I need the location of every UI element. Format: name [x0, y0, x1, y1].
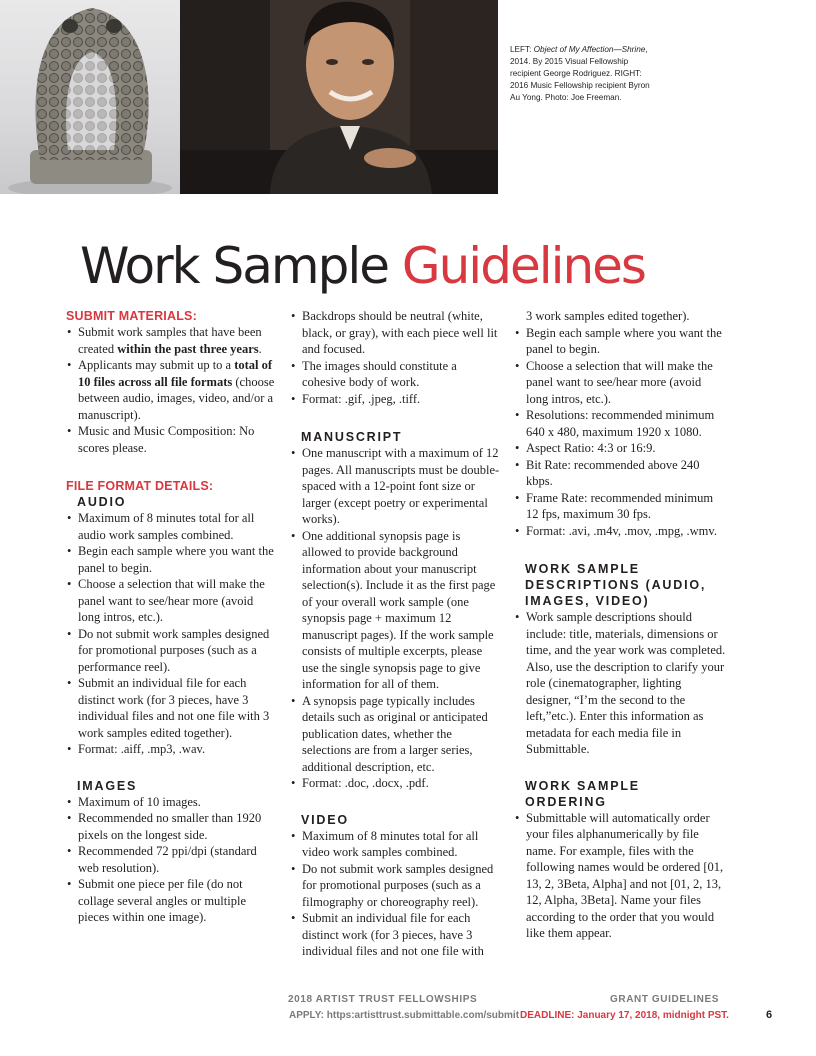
list-item: • Recommended no smaller than 1920 pixels on the longest side.	[66, 810, 276, 843]
item-text: Applicants may submit up to a	[78, 358, 235, 372]
item-emphasis: within the past three years	[117, 341, 259, 356]
list-item: • Choose a selection that will make the panel want to see/hear more (avoid long intros, etc.).	[66, 576, 276, 626]
ordering-list	[514, 810, 726, 942]
list-item: • Submit an individual file for each distinct work (for 3 pieces, have 3 individual files and not one file with 3 work samples edited together).	[66, 675, 276, 741]
list-item-continued: 3 work samples edited together).	[526, 309, 690, 323]
images-list-part-1	[66, 794, 276, 926]
list-item	[66, 324, 276, 357]
list-item	[66, 357, 276, 423]
submit-materials-heading: SUBMIT MATERIALS:	[66, 309, 197, 323]
title-part-1: Work Sample	[80, 237, 402, 295]
title-part-2: Guidelines	[401, 237, 645, 295]
list-item: • Do not submit work samples designed for promotional purposes (such as a performance reel).	[66, 626, 276, 676]
column-3	[514, 308, 726, 942]
list-item: • Format: .aiff, .mp3, .wav.	[66, 741, 276, 758]
list-item: • The images should constitute a cohesive body of work.	[290, 358, 500, 391]
list-item: • Backdrops should be neutral (white, black, or gray), with each piece well lit and focused.	[290, 308, 500, 358]
list-item: • One manuscript with a maximum of 12 pages. All manuscripts must be double-spaced with a 12-point font size or larger (except poetry or experimental works).	[290, 445, 500, 528]
audio-heading: AUDIO	[77, 495, 127, 509]
caption-artwork-title: Object of My Affection—Shrine	[533, 45, 646, 54]
images-heading: IMAGES	[77, 778, 138, 793]
list-item: • Bit Rate: recommended above 240 kbps.	[514, 457, 726, 490]
column-2	[290, 308, 500, 960]
apply-link[interactable]: APPLY: https:artisttrust.submittable.com/submit	[289, 1010, 520, 1021]
column-1	[66, 308, 276, 926]
descriptions-list	[514, 609, 726, 758]
sculpture-image	[0, 0, 180, 194]
item-emphasis: total of 10 files across all file formats	[78, 358, 273, 389]
list-item: • Frame Rate: recommended minimum 12 fps, maximum 30 fps.	[514, 490, 726, 523]
list-item: • One additional synopsis page is allowed to provide background information about your manuscript selection(s). Include it as the first page of your overall work sample (one synopsis page + maximum 12 manuscript pages). If the work sample consists of multiple excerpts, please use the single synopsis page to give information for all of them.	[290, 528, 500, 693]
list-item: • Format: .gif, .jpeg, .tiff.	[290, 391, 500, 408]
list-item: • Resolutions: recommended minimum 640 x 480, maximum 1920 x 1080.	[514, 407, 726, 440]
images-list-part-2	[290, 308, 500, 407]
manuscript-heading: MANUSCRIPT	[301, 430, 403, 444]
list-item: • Begin each sample where you want the panel to begin.	[66, 543, 276, 576]
descriptions-heading: WORK SAMPLE DESCRIPTIONS (AUDIO, IMAGES, VIDEO)	[525, 562, 707, 608]
item-text: Submit work samples that have been created	[78, 325, 262, 356]
video-heading: VIDEO	[301, 812, 349, 827]
list-item: • Aspect Ratio: 4:3 or 16:9.	[514, 440, 726, 457]
item-text: (choose between audio, images, video, and/or a manuscript).	[78, 374, 275, 422]
page-number: 6	[766, 1009, 773, 1021]
photo-caption	[510, 44, 660, 104]
ordering-heading: WORK SAMPLE ORDERING	[525, 778, 640, 809]
file-format-heading: FILE FORMAT DETAILS:	[66, 479, 214, 493]
audio-list	[66, 510, 276, 758]
list-item: • A synopsis page typically includes details such as original or anticipated publication dates, whether the selections are from a larger series, additional description, etc.	[290, 693, 500, 776]
item-text: .	[258, 341, 262, 356]
list-item: • Submit an individual file for each distinct work (for 3 pieces, have 3 individual files and not one file with	[290, 910, 500, 960]
list-item: • Format: .avi, .m4v, .mov, .mpg, .wmv.	[514, 523, 726, 540]
list-item: • Submittable will automatically order your files alphanumerically by file name. For example, files with the following names would be ordered [01, 13, 2, 3Beta, Alpha] and not [01, 2, 13, 12, Alpha, 3Beta]. Name your files according to the order that you would like them appear.	[514, 810, 726, 942]
caption-prefix: LEFT:	[510, 45, 534, 54]
list-item: • Submit one piece per file (do not collage several angles or multiple pieces within one image).	[66, 876, 276, 926]
list-item: • Format: .doc, .docx, .pdf.	[290, 775, 500, 792]
list-item: • Recommended 72 ppi/dpi (standard web resolution).	[66, 843, 276, 876]
portrait-photo	[180, 0, 498, 194]
page-title	[80, 234, 645, 298]
portrait-image	[180, 0, 498, 194]
list-item: • Maximum of 8 minutes total for all audio work samples combined.	[66, 510, 276, 543]
list-item: • Begin each sample where you want the panel to begin.	[514, 325, 726, 358]
manuscript-list	[290, 445, 500, 792]
sculpture-photo	[0, 0, 180, 194]
list-item: • Maximum of 8 minutes total for all video work samples combined.	[290, 828, 500, 861]
footer-program: 2018 ARTIST TRUST FELLOWSHIPS	[288, 994, 478, 1005]
list-item: • Music and Music Composition: No scores please.	[66, 423, 276, 456]
submit-materials-list	[66, 324, 276, 456]
caption-body: , 2014. By 2015 Visual Fellowship recipient George Rodriguez. RIGHT: 2016 Music Fellowship recipient Byron Au Yong. Photo: Joe Freeman.	[510, 45, 650, 102]
video-list-part-1	[290, 828, 500, 960]
footer-section: GRANT GUIDELINES	[610, 994, 720, 1005]
list-item: • Work sample descriptions should include: title, materials, dimensions or time, and the year work was completed. Also, use the description to clarify your role (cinematographer, lighting designer, “I’m the second to the left,”etc.). Enter this information as metadata for each media file in Submittable.	[514, 609, 726, 758]
video-list-part-2	[514, 308, 726, 539]
deadline-text: DEADLINE: January 17, 2018, midnight PST.	[520, 1010, 729, 1021]
list-item: • Do not submit work samples designed for promotional purposes (such as a filmography or choreography reel).	[290, 861, 500, 911]
list-item: • Maximum of 10 images.	[66, 794, 276, 811]
list-item: • Choose a selection that will make the panel want to see/hear more (avoid long intros, etc.).	[514, 358, 726, 408]
